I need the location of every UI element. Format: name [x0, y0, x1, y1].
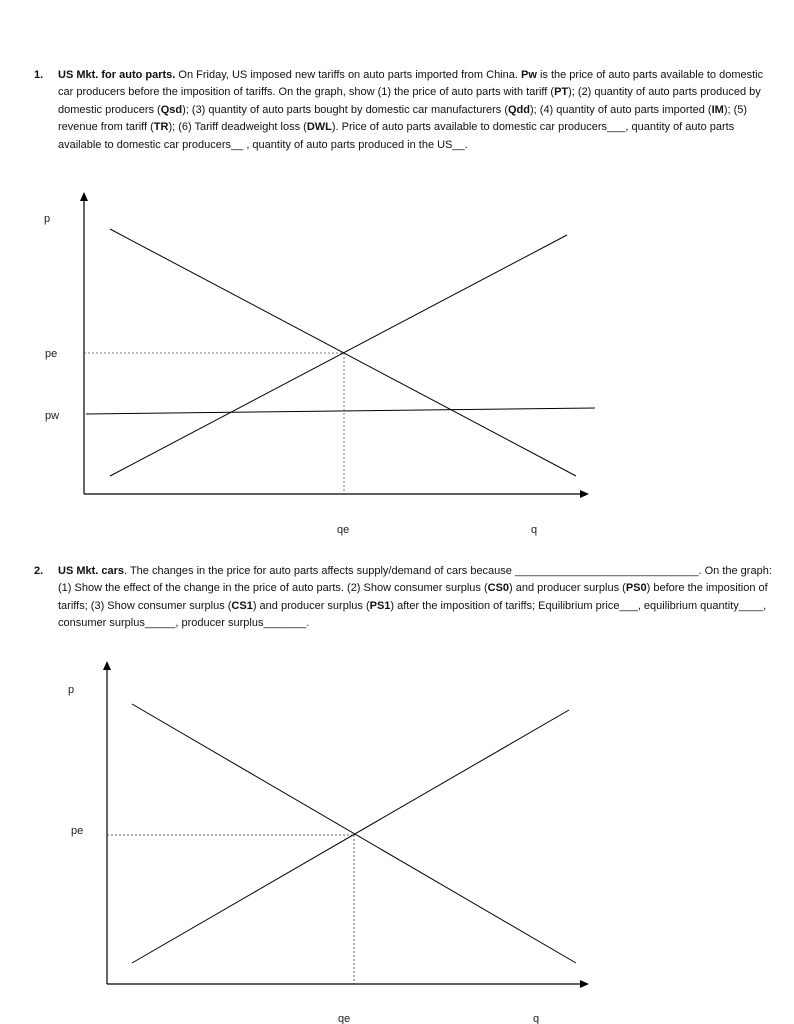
q2-ps1: PS1 — [369, 599, 391, 612]
q1-text-d: ); (3) quantity of auto parts bought by domestic car manufacturers ( — [182, 103, 508, 116]
q2-cs1: CS1 — [231, 599, 253, 612]
graph1-x-label: q — [531, 524, 538, 536]
graph1-x-arrow — [580, 490, 589, 498]
q1-text-c: ); (2) quantity of auto parts produced by domestic producers ( — [58, 86, 761, 116]
question-1-number: 1. — [34, 69, 44, 81]
graph2-supply-curve — [132, 710, 569, 963]
q1-text-g: ); (6) Tariff deadweight loss ( — [168, 121, 307, 134]
graph1-supply-curve — [110, 235, 567, 476]
q1-dwl: DWL — [306, 121, 332, 134]
graph2-pe-label: pe — [71, 825, 84, 837]
question-1-heading: US Mkt. for auto parts. — [58, 69, 176, 81]
graph2-y-label: p — [68, 684, 75, 696]
q1-pt: PT — [554, 86, 569, 99]
graph-1 — [44, 192, 595, 536]
graph1-pe-label: pe — [45, 348, 58, 360]
question-2-heading: US Mkt. cars — [58, 565, 125, 577]
q1-text-b: is the price of auto parts available to domestic car producers before the imposition of tariffs. On the graph, show (1) the price of auto parts with tariff ( — [58, 69, 764, 99]
q2-text-e: ) after the imposition of tariffs; Equilibrium price___, equilibrium quantity____, consumer surplus_____, producer surplus_______. — [58, 599, 767, 630]
q1-text-a: On Friday, US imposed new tariffs on auto parts imported from China. — [175, 69, 521, 81]
graph2-qe-label: qe — [338, 1013, 351, 1024]
q1-im: IM — [711, 103, 724, 116]
q1-text-f: ); (5) revenue from tariff ( — [58, 103, 748, 134]
graph1-world-price-line — [86, 408, 595, 414]
q1-tr: TR — [153, 121, 169, 134]
graph1-qe-label: qe — [337, 524, 350, 536]
q2-ps0: PS0 — [625, 582, 647, 595]
graph1-y-label: p — [44, 213, 51, 225]
q2-text-d: ) and producer surplus ( — [252, 599, 370, 612]
q1-qsd: Qsd — [160, 103, 183, 116]
question-2-number: 2. — [34, 565, 44, 577]
q2-text-b: ) and producer surplus ( — [509, 582, 626, 595]
q1-text-e: ); (4) quantity of auto parts imported ( — [530, 103, 712, 116]
graph-2 — [68, 661, 589, 1024]
graph2-x-label: q — [533, 1013, 540, 1024]
q2-text-c: ) before the imposition of tariffs; (3) Show consumer surplus ( — [58, 582, 768, 612]
graph2-x-arrow — [580, 980, 589, 988]
q1-text-h: ). Price of auto parts available to domestic car producers___, quantity of auto parts available to domestic car producers__ , quantity of auto parts produced in the US__. — [58, 121, 735, 151]
graph2-y-arrow — [103, 661, 111, 670]
graph1-pw-label: pw — [45, 410, 60, 422]
graph1-y-arrow — [80, 192, 88, 201]
q1-pw: Pw — [520, 69, 537, 81]
q1-qdd: Qdd — [508, 103, 530, 116]
q2-cs0: CS0 — [487, 582, 510, 595]
q2-text-a: . The changes in the price for auto parts affects supply/demand of cars because ______________________________. On the graph: (1) Show the effect of the change in the price of auto parts. (2) Show consumer surplus ( — [58, 565, 772, 595]
